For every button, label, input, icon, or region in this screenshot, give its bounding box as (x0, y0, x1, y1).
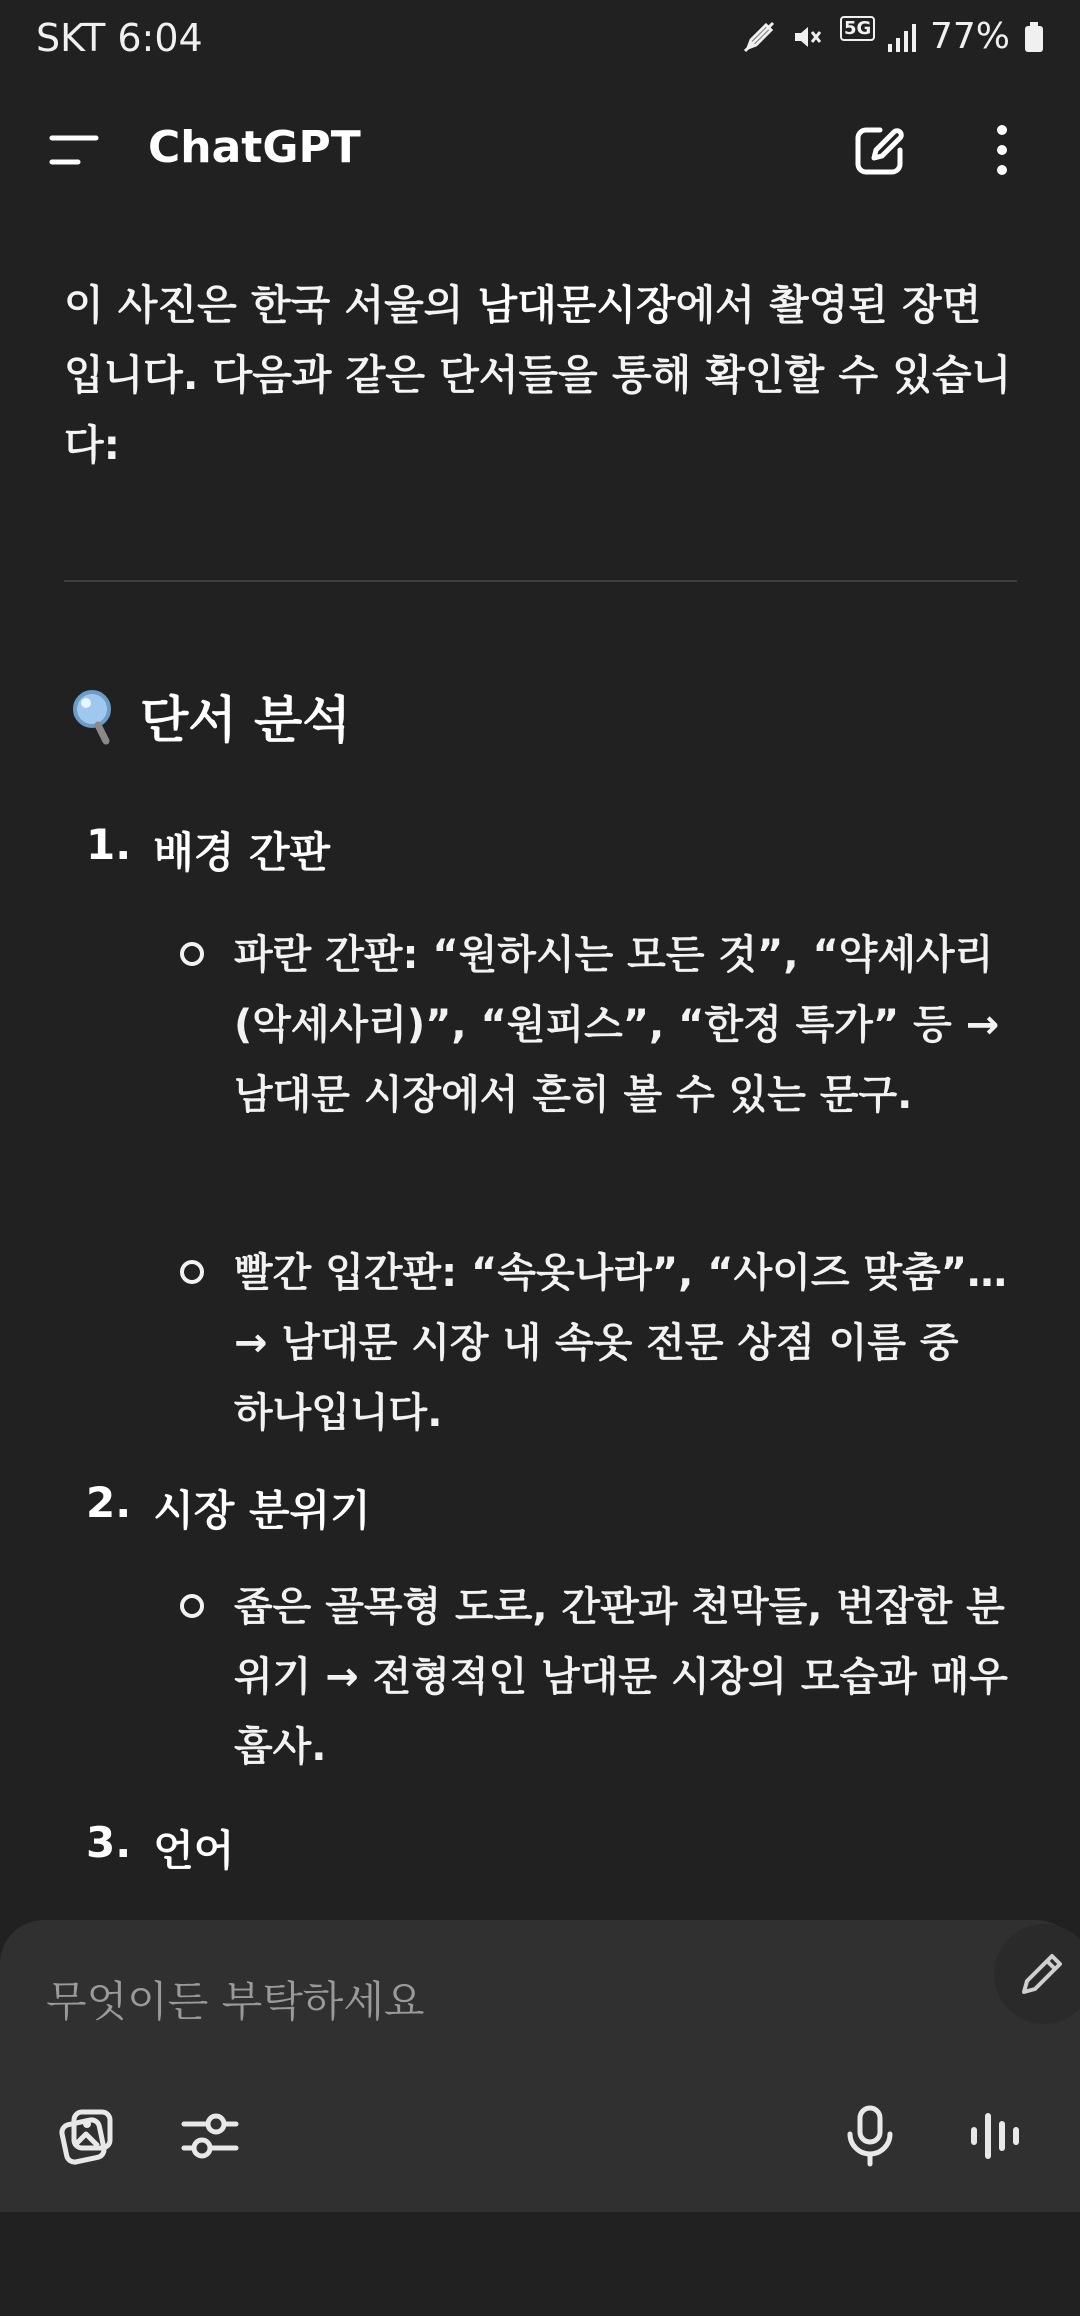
list-item: 빨간 입간판: “속옷나라”, “사이즈 맞춤”… → 남대문 시장 내 속옷 전문 상점 이름 중 하나입니다. (180, 1238, 1010, 1448)
attach-image-button[interactable] (54, 2104, 118, 2168)
dictation-button[interactable] (838, 2104, 902, 2168)
navigation-bar-area (0, 2212, 1080, 2316)
tools-sliders-icon (178, 2104, 242, 2168)
list-item-2 (86, 1478, 371, 1538)
mute-icon (790, 20, 824, 54)
new-chat-button[interactable] (852, 122, 908, 178)
pen-icon (742, 20, 776, 54)
battery-percent: 77% (929, 16, 1010, 57)
item-number: 1. (86, 820, 132, 869)
menu-icon (44, 126, 104, 176)
list-item-1 (86, 820, 330, 880)
edit-button[interactable] (994, 1924, 1080, 2024)
network-5g-icon: 5G (838, 20, 872, 54)
battery-icon (1024, 20, 1044, 54)
assistant-message (0, 270, 1080, 1875)
magnifier-icon (68, 687, 118, 745)
bullet-circle-icon (180, 1594, 204, 1618)
status-bar (0, 0, 1080, 80)
divider (64, 580, 1017, 582)
section-header (68, 680, 351, 752)
list-item-3 (86, 1818, 234, 1878)
bullet-circle-icon (180, 942, 204, 966)
new-chat-icon (852, 122, 908, 178)
item-title: 배경 간판 (153, 828, 331, 877)
intro-paragraph: 이 사진은 한국 서울의 남대문시장에서 촬영된 장면입니다. 다음과 같은 단서들을 통해 확인할 수 있습니다: (64, 281, 1012, 469)
app-bar (0, 100, 1080, 200)
item-number: 2. (86, 1478, 132, 1527)
more-vert-icon (990, 122, 1014, 178)
bullet-circle-icon (180, 1260, 204, 1284)
menu-button[interactable] (44, 126, 104, 176)
signal-icon (886, 20, 916, 54)
item-title: 시장 분위기 (153, 1486, 371, 1535)
image-gallery-icon (54, 2104, 118, 2168)
tools-button[interactable] (178, 2104, 242, 2168)
section-title: 단서 분석 (140, 691, 351, 749)
more-options-button[interactable] (990, 122, 1014, 178)
composer-panel (0, 1920, 1080, 2212)
intro-bold-place: 남대문시장 (477, 281, 676, 329)
edit-pencil-icon (1016, 1948, 1068, 2000)
message-input[interactable] (44, 1970, 948, 2032)
list-item: 좁은 골목형 도로, 간판과 천막들, 번잡한 분위기 → 전형적인 남대문 시장의 모습과 매우 흡사. (180, 1572, 1010, 1782)
list-item: 파란 간판: “원하시는 모든 것”, “약세사리(악세사리)”, “원피스”, “한정 특가” 등 → 남대문 시장에서 흔히 볼 수 있는 문구. (180, 920, 1010, 1130)
item-title: 언어 (153, 1826, 235, 1875)
app-title: ChatGPT (148, 122, 361, 173)
item-number: 3. (86, 1818, 132, 1867)
microphone-icon (838, 2104, 902, 2168)
voice-mode-button[interactable] (964, 2104, 1028, 2168)
voice-waveform-icon (964, 2104, 1028, 2168)
carrier-time: SKT 6:04 (36, 16, 203, 60)
status-icons (742, 16, 1044, 57)
